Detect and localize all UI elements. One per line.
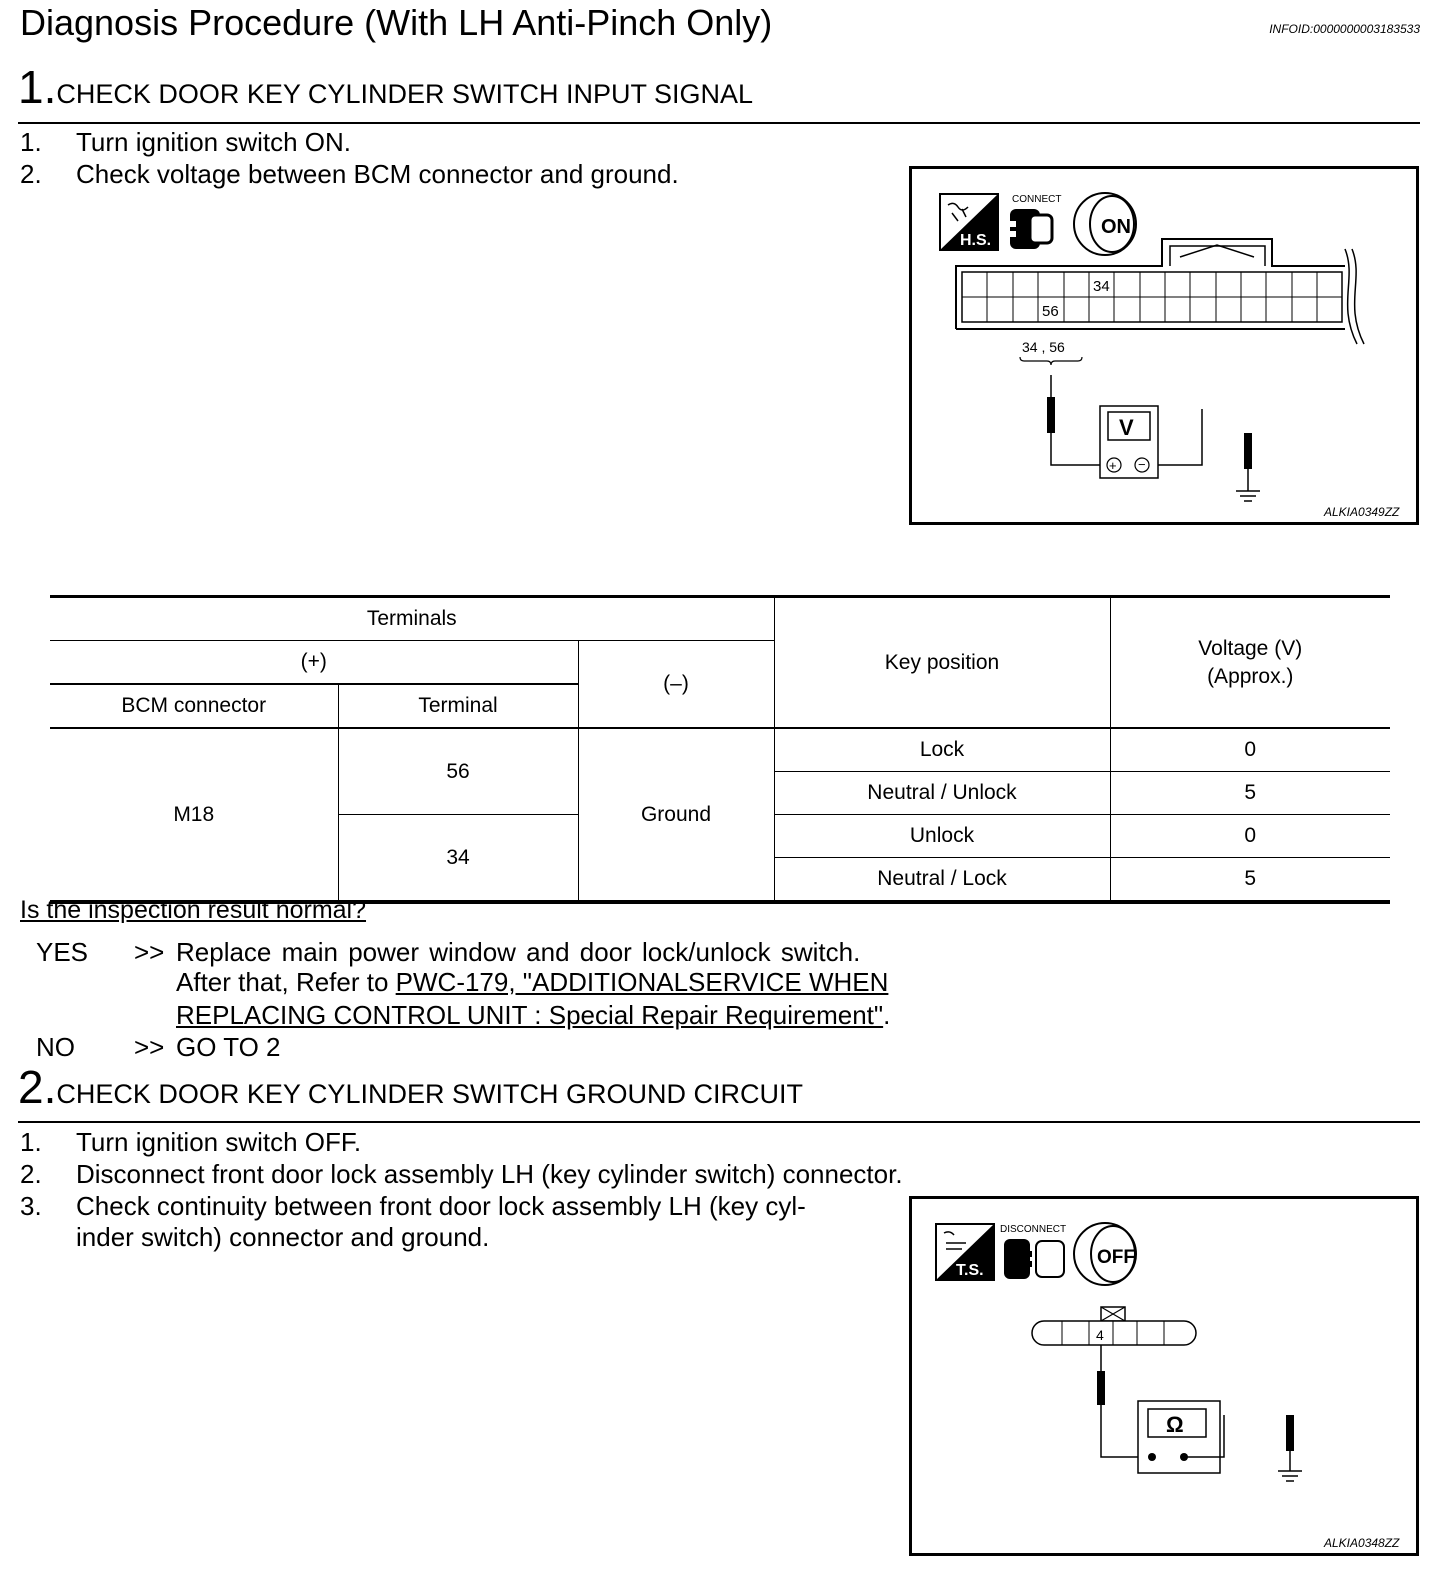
- step1-heading: [18, 60, 753, 114]
- step1-item-2: 2. Check voltage between BCM connector and ground.: [20, 159, 679, 189]
- cell-connector: M18: [50, 728, 338, 902]
- cell-key: Unlock: [774, 815, 1110, 858]
- figure-voltage-check: [909, 166, 1419, 525]
- pin-34-label: 34: [1093, 278, 1110, 295]
- figure-continuity-check: [909, 1196, 1419, 1556]
- yes-refer-cont: REPLACING CONTROL UNIT : Special Repair Requirement".: [176, 1000, 891, 1030]
- svg-text:ON: ON: [1101, 216, 1131, 238]
- cell-voltage: 0: [1110, 728, 1390, 772]
- th-terminal: Terminal: [338, 684, 578, 728]
- ignition-key-on-icon: [1074, 193, 1136, 255]
- th-terminals: Terminals: [50, 597, 774, 641]
- svg-text:CONNECT: CONNECT: [1012, 194, 1062, 205]
- ignition-key-off-icon: [1074, 1223, 1136, 1285]
- cell-key: Lock: [774, 728, 1110, 772]
- harness-side-icon: [940, 194, 998, 250]
- voltage-spec-table: [50, 595, 1390, 904]
- meter-ohm-label: Ω: [1166, 1412, 1184, 1437]
- figure1-code: ALKIA0349ZZ: [1324, 505, 1400, 519]
- pwc-179-link[interactable]: PWC-179, "ADDITIONALSERVICE WHEN: [395, 967, 889, 997]
- voltage-check-diagram: [912, 169, 1416, 522]
- yes-action: Replace main power window and door lock/unlock switch.: [176, 937, 861, 967]
- disconnect-icon: [1000, 1224, 1066, 1279]
- info-id: INFOID:0000000003183533: [1269, 22, 1420, 36]
- inspection-question: Is the inspection result normal?: [20, 896, 367, 924]
- connect-icon: [1008, 194, 1061, 249]
- yes-label: YES: [36, 937, 89, 967]
- pin-56-label: 56: [1042, 303, 1059, 320]
- page-title: Diagnosis Procedure (With LH Anti-Pinch Only): [20, 2, 773, 43]
- step2-title: CHECK DOOR KEY CYLINDER SWITCH GROUND CIRCUIT: [56, 1079, 803, 1109]
- meter-v-label: V: [1119, 415, 1134, 440]
- door-lock-connector: [1032, 1307, 1196, 1345]
- step2-number: 2.: [18, 1061, 57, 1113]
- th-voltage: Voltage (V) (Approx.): [1110, 597, 1390, 729]
- figure2-code: ALKIA0348ZZ: [1324, 1536, 1400, 1550]
- svg-text:OFF: OFF: [1097, 1247, 1135, 1268]
- th-plus: (+): [50, 641, 578, 685]
- step2-item-1: 1. Turn ignition switch OFF.: [20, 1127, 362, 1157]
- step1-title: CHECK DOOR KEY CYLINDER SWITCH INPUT SIGNAL: [56, 79, 753, 109]
- cell-terminal-56: 56: [338, 728, 578, 815]
- th-bcm-connector: BCM connector: [50, 684, 338, 728]
- cell-ground: Ground: [578, 728, 774, 902]
- no-action: GO TO 2: [176, 1032, 281, 1062]
- pin-4-label: 4: [1096, 1327, 1104, 1343]
- pwc-179-link-cont[interactable]: REPLACING CONTROL UNIT : Special Repair Requirement": [176, 1000, 884, 1030]
- th-key-position: Key position: [774, 597, 1110, 729]
- cell-terminal-34: 34: [338, 815, 578, 903]
- th-minus: (–): [578, 641, 774, 729]
- cell-key: Neutral / Unlock: [774, 772, 1110, 815]
- cell-voltage: 5: [1110, 772, 1390, 815]
- no-label: NO: [36, 1032, 75, 1062]
- bcm-connector: [956, 239, 1364, 344]
- no-arrow: >>: [134, 1032, 165, 1062]
- svg-text:DISCONNECT: DISCONNECT: [1000, 1224, 1067, 1235]
- ts-badge-label: T.S.: [956, 1262, 984, 1279]
- yes-arrow: >>: [134, 937, 165, 967]
- step2-item-2: 2. Disconnect front door lock assembly LH (key cylinder switch) connector.: [20, 1159, 903, 1189]
- terminal-side-icon: [936, 1224, 994, 1280]
- step1-item-1: 1. Turn ignition switch ON.: [20, 127, 352, 157]
- hs-badge-label: H.S.: [960, 232, 992, 249]
- step2-item-3-cont: inder switch) connector and ground.: [76, 1222, 490, 1252]
- svg-text:+: +: [1109, 458, 1117, 473]
- step2-heading: [18, 1060, 803, 1114]
- table-row: [50, 728, 1390, 772]
- ohmmeter: [1097, 1345, 1302, 1481]
- voltmeter: [1047, 375, 1260, 501]
- step2-divider: [18, 1121, 1420, 1123]
- step2-item-3: 3. Check continuity between front door lock assembly LH (key cyl-: [20, 1191, 806, 1221]
- step1-divider: [18, 122, 1420, 124]
- continuity-check-diagram: [912, 1199, 1416, 1553]
- cell-voltage: 0: [1110, 815, 1390, 858]
- svg-text:−: −: [1138, 457, 1146, 472]
- step1-number: 1.: [18, 61, 57, 113]
- cell-key: Neutral / Lock: [774, 858, 1110, 903]
- cell-voltage: 5: [1110, 858, 1390, 903]
- yes-refer: After that, Refer to PWC-179, "ADDITIONALSERVICE WHEN: [176, 967, 889, 997]
- probe-pins-label: 34 , 56: [1022, 339, 1065, 355]
